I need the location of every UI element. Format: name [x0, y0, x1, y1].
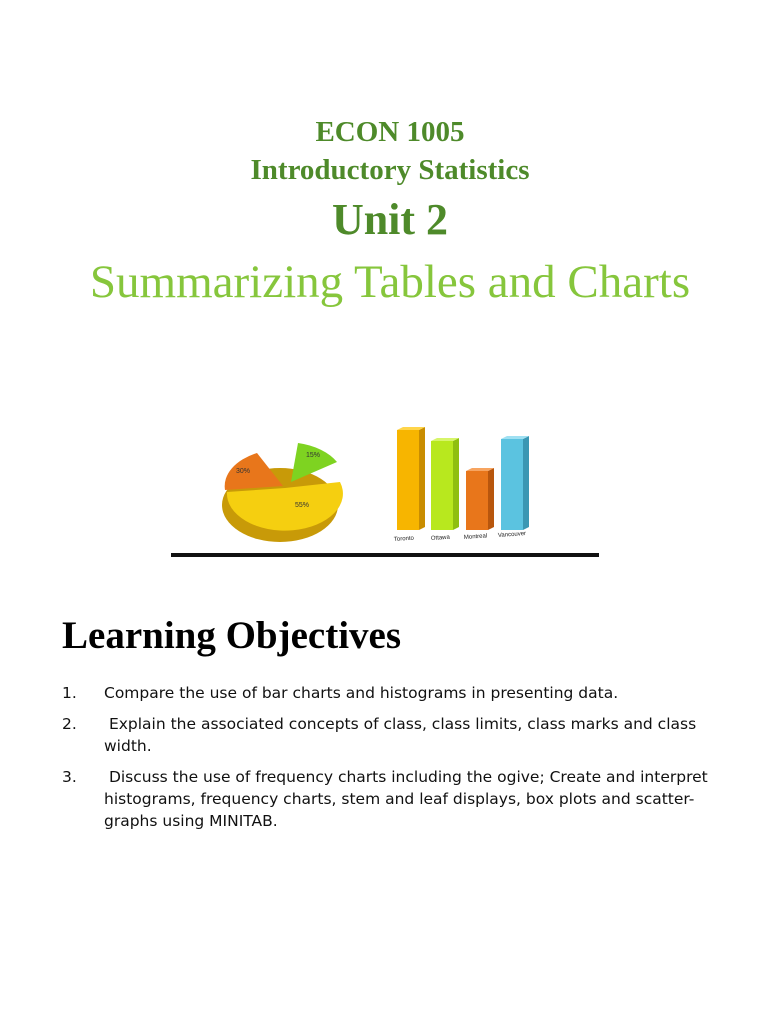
pie-label-30: 30% — [236, 468, 251, 475]
objective-text: Discuss the use of frequency charts including the ogive; Create and interpret histograms, frequency charts, stem and leaf displays, box plots and scatter-graphs using MINITAB. — [104, 768, 713, 830]
pie-label-55: 55% — [295, 502, 310, 509]
objective-number: 2. — [62, 715, 77, 733]
section-divider — [171, 553, 599, 557]
objective-text: Compare the use of bar charts and histograms in presenting data. — [104, 684, 619, 702]
objective-item — [62, 682, 722, 704]
bar-label-montreal: Montreal — [463, 533, 488, 541]
objective-number: 3. — [62, 768, 77, 786]
objective-number: 1. — [62, 684, 77, 702]
objectives-list — [62, 682, 722, 841]
bar-ottawa — [431, 438, 459, 530]
pie-chart — [222, 443, 343, 542]
course-name: Introductory Statistics — [250, 154, 530, 186]
bar-label-toronto: Toronto — [393, 535, 415, 543]
bar-label-vancouver: Vancouver — [497, 531, 527, 539]
charts-illustration — [205, 420, 545, 550]
unit-subtitle: Summarizing Tables and Charts — [89, 256, 691, 308]
bar-vancouver — [501, 436, 529, 530]
unit-title: Unit 2 — [331, 195, 449, 244]
learning-objectives-heading: Learning Objectives — [62, 614, 402, 657]
bar-label-ottawa: Ottawa — [430, 534, 451, 542]
bar-chart — [394, 427, 529, 543]
course-code: ECON 1005 — [315, 116, 465, 148]
bar-toronto — [397, 427, 425, 530]
pie-label-15: 15% — [306, 452, 321, 459]
bar-montreal — [466, 468, 494, 530]
objective-item — [62, 766, 722, 832]
objective-item — [62, 713, 722, 757]
objective-text: Explain the associated concepts of class, class limits, class marks and class width. — [104, 715, 702, 755]
